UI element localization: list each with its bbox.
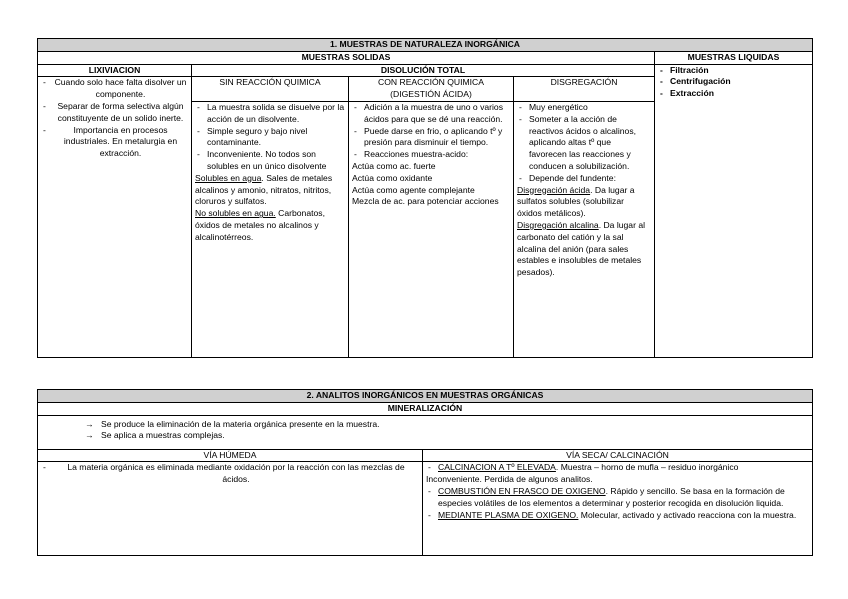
con-reaccion-header: CON REACCIÓN QUIMICA (DIGESTIÓN ÁCIDA)	[349, 77, 514, 102]
list-item: - Inconveniente. No todos son solubles en un único disolvente	[195, 149, 345, 173]
list-item: - Separar de forma selectiva algún constituyente de un solido inerte.	[41, 101, 188, 125]
via-seca-list	[426, 462, 809, 474]
solubles-label: Solubles en agua	[195, 172, 262, 183]
list-item	[426, 510, 809, 522]
liquid-samples-list	[658, 65, 809, 100]
mineralizacion-header: MINERALIZACIÓN	[38, 402, 813, 415]
disgregacion-list	[517, 102, 651, 185]
calcinacion-text: . Muestra – horno de mufla – residuo inorgánico	[555, 462, 739, 473]
inorganic-samples-table	[37, 38, 813, 358]
liquid-samples-cell	[655, 64, 813, 357]
via-humeda-header: VÍA HÚMEDA	[38, 449, 423, 462]
alcalina-text: . Da lugar al carbonato del catión y la sal alcalina del anión (para sales estables e insolubles de metales pesados).	[517, 219, 646, 278]
combustion-text: . Rápido y sencillo. Se basa en la formación de especies volátiles de los elementos a determinar y posterior recogida en disolución liquida.	[438, 485, 785, 508]
sin-reaccion-cell	[192, 101, 349, 357]
list-item	[426, 486, 809, 510]
right-arrow-icon: →	[85, 418, 94, 429]
lixiviacion-list	[41, 77, 188, 160]
list-item: - Muy energético	[517, 102, 651, 114]
calcinacion-label: CALCINACION A Tº ELEVADA	[438, 462, 556, 473]
section2-title: 2. ANALITOS INORGÁNICOS EN MUESTRAS ORGÁNICAS	[38, 390, 813, 403]
solid-samples-header: MUESTRAS SOLIDAS	[38, 51, 655, 64]
con-reaccion-cell	[349, 101, 514, 357]
list-item: - Reacciones muestra-acido:	[352, 149, 510, 161]
solubles-text: . Sales de metales alcalinos y amonio, nitratos, nitritos, cloruros y sulfatos.	[195, 172, 333, 207]
arrow-line	[41, 430, 809, 442]
no-solubles-label: No solubles en agua.	[195, 208, 276, 219]
arrow-line	[41, 419, 809, 431]
liquid-samples-header: MUESTRAS LIQUIDAS	[655, 51, 813, 64]
no-solubles-paragraph	[195, 208, 345, 243]
right-arrow-icon: →	[85, 430, 94, 441]
via-humeda-cell	[38, 462, 423, 556]
reaction-line: Mezcla de ac. para potenciar acciones	[352, 196, 499, 207]
alcalina-label: Disgregación alcalina	[517, 219, 599, 230]
alcalina-paragraph	[517, 220, 651, 279]
plasma-label: MEDIANTE PLASMA DE OXIGENO.	[438, 509, 579, 520]
list-item: - Depende del fundente:	[517, 173, 651, 185]
arrows-cell	[38, 415, 813, 449]
via-humeda-list	[41, 462, 419, 486]
reaction-line: Actúa como ac. fuerte	[352, 160, 436, 171]
plasma-text: Molecular, activado y activado reacciona con la muestra.	[578, 509, 797, 520]
list-item	[426, 462, 809, 474]
reaction-line: Actúa como oxidante	[352, 172, 433, 183]
con-reaccion-list	[352, 102, 510, 161]
list-item: - Someter a la acción de reactivos ácidos o alcalinos, aplicando altas tº que favorecen las reacciones y conducen a solubilización.	[517, 114, 651, 173]
disgregacion-header: DISGREGACIÓN	[514, 77, 655, 102]
list-item: - Puede darse en frio, o aplicando tº y presión para disminuir el tiempo.	[352, 126, 510, 150]
sin-reaccion-header: SIN REACCIÓN QUIMICA	[192, 77, 349, 102]
via-seca-list-2	[426, 486, 809, 521]
disolucion-total-header: DISOLUCIÓN TOTAL	[192, 64, 655, 77]
via-seca-header: VÍA SECA/ CALCINACIÓN	[423, 449, 813, 462]
disgregacion-cell	[514, 101, 655, 357]
list-item: - Centrifugación	[658, 76, 809, 88]
acida-label: Disgregación ácida	[517, 184, 591, 195]
no-solubles-text: Carbonatos, óxidos de metales no alcalinos y alcalinotérreos.	[195, 208, 325, 242]
list-item: - Adición a la muestra de uno o varios ácidos para que se dé una reacción.	[352, 102, 510, 126]
lixiviacion-cell	[38, 77, 192, 358]
reaction-line: Actúa como agente complejante	[352, 184, 475, 195]
acida-paragraph	[517, 185, 651, 220]
acida-text: . Da lugar a sulfatos solubles (solubilizar óxidos metálicos).	[517, 184, 635, 219]
sin-reaccion-list	[195, 102, 345, 173]
seca-note: Inconveniente. Perdida de algunos analitos.	[426, 474, 593, 485]
list-item: - Extracción	[658, 88, 809, 100]
via-seca-cell	[423, 462, 813, 556]
section1-title: 1. MUESTRAS DE NATURALEZA INORGÁNICA	[38, 39, 813, 52]
arrow-text: Se produce la eliminación de la materia orgánica presente en la muestra.	[101, 418, 380, 429]
list-item: - Simple seguro y bajo nivel contaminante.	[195, 126, 345, 150]
list-item: - Importancia en procesos industriales. En metalurgia en extracción.	[41, 125, 188, 160]
list-item: - Cuando solo hace falta disolver un componente.	[41, 77, 188, 101]
solubles-paragraph	[195, 173, 345, 208]
combustion-label: COMBUSTIÓN EN FRASCO DE OXIGENO	[438, 485, 606, 496]
list-item: - Filtración	[658, 65, 809, 77]
list-item: - La muestra solida se disuelve por la acción de un disolvente.	[195, 102, 345, 126]
organic-samples-table	[37, 389, 813, 556]
arrow-text: Se aplica a muestras complejas.	[101, 430, 225, 441]
lixiviacion-header: LIXIVIACION	[38, 64, 192, 77]
list-item: - La materia orgánica es eliminada mediante oxidación por la reacción con las mezclas de ácidos.	[41, 462, 419, 486]
